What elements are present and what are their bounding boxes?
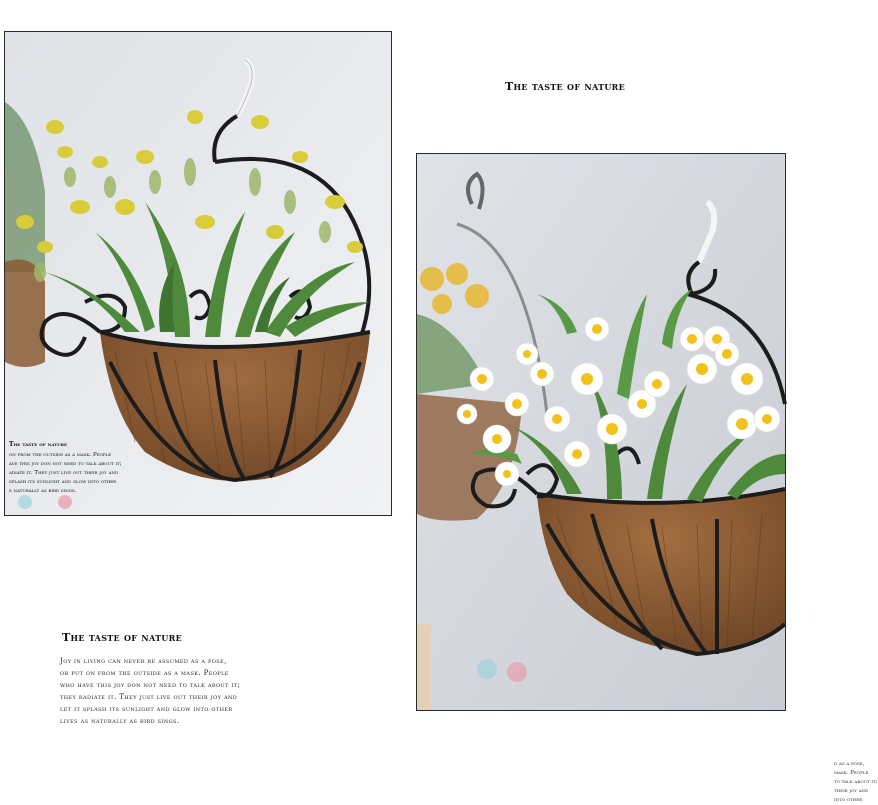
photo2-text-overlay: [834, 760, 878, 805]
heading-bottom: The taste of nature: [62, 631, 182, 644]
photo-basket-daisies-graphic: [417, 154, 785, 710]
photo2-overlay-line: their joy and: [834, 788, 869, 794]
quote-paragraph: [60, 655, 240, 727]
photo1-overlay-line: on from the outside as a mask. People: [9, 452, 112, 458]
photo1-text-overlay: [9, 440, 121, 496]
quote-line: let it splash its sunlight and glow into other: [60, 705, 233, 713]
quote-line: Joy in living can never be assumed as a pose,: [60, 657, 227, 665]
quote-line: or put on from the outside as a mask. People: [60, 669, 229, 677]
photo-basket-daisies: [416, 153, 878, 803]
photo1-overlay-title: The taste of nature: [9, 441, 68, 448]
photo1-overlay-line: s naturally as bird sings.: [9, 488, 77, 494]
photo2-overlay-line: into other: [834, 797, 863, 803]
quote-line: lives as naturally as bird sings.: [60, 717, 180, 725]
photo1-overlay-line: splash its sunlight and glow into other: [9, 479, 117, 485]
photo2-overlay-line: d as a pose,: [834, 761, 865, 767]
quote-line: they radiate it. They just live out their joy and: [60, 693, 238, 701]
photo2-overlay-line: mask. People: [834, 770, 869, 776]
photo-basket-lavender: [4, 31, 392, 516]
photo2-overlay-line: to talk about it;: [834, 779, 878, 785]
quote-line: who have this joy don not need to talk about it;: [60, 681, 241, 689]
photo1-overlay-line: adiate it. They just live out their joy and: [9, 470, 119, 476]
photo1-overlay-line: ave this joy don not need to talk about it;: [9, 461, 122, 467]
heading-top: The taste of nature: [505, 80, 625, 93]
